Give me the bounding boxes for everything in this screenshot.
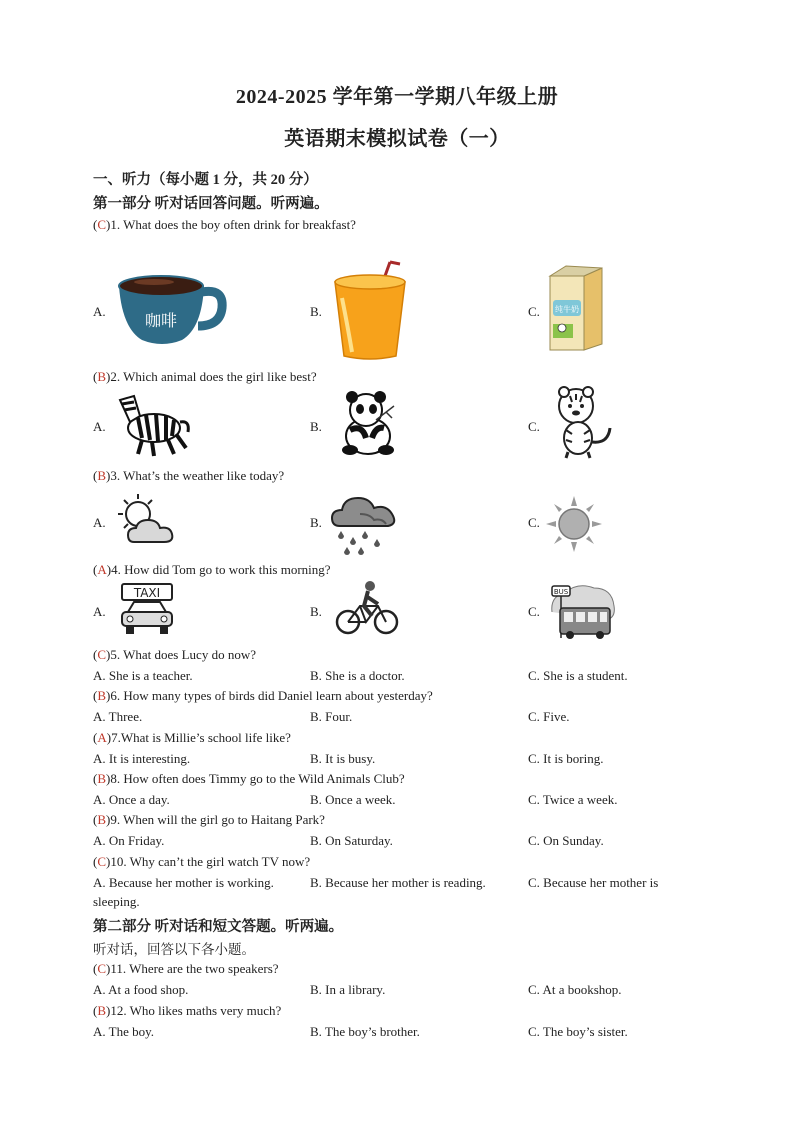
- question-5: (C)5. What does Lucy do now?: [93, 647, 256, 662]
- question-9-text: 9. When will the girl go to Haitang Park?: [110, 812, 325, 827]
- question-7: (A)7.What is Millie’s school life like?: [93, 730, 291, 745]
- q10-option-a: A. Because her mother is working.: [93, 875, 274, 890]
- answer-12: B: [97, 1003, 107, 1018]
- q2-option-a-label: A.: [93, 419, 106, 434]
- partly-cloudy-icon: [114, 492, 180, 550]
- bus-stop-sign-label: BUS: [553, 588, 569, 596]
- q6-option-a: A. Three.: [93, 709, 143, 724]
- answer-9: B: [97, 812, 107, 827]
- q7-option-a: A. It is interesting.: [93, 751, 191, 766]
- q10-option-b: B. Because her mother is reading.: [310, 875, 486, 890]
- orange-juice-icon: [330, 258, 410, 363]
- q9-option-c: C. On Sunday.: [528, 833, 604, 848]
- part1-heading: 第一部分 听对话回答问题。听两遍。: [93, 196, 329, 212]
- question-12: (B)12. Who likes maths very much?: [93, 1003, 282, 1018]
- sun-icon: [546, 496, 602, 552]
- rain-cloud-icon: [330, 490, 400, 556]
- exam-title-line1: 2024-2025 学年第一学期八年级上册: [235, 86, 559, 108]
- q1-option-b-label: B.: [310, 304, 322, 319]
- q4-option-b-label: B.: [310, 604, 322, 619]
- q2-option-c-label: C.: [528, 419, 540, 434]
- q11-option-b: B. In a library.: [310, 982, 386, 997]
- taxi-icon: [118, 582, 176, 638]
- answer-6: B: [97, 688, 107, 703]
- bicycle-icon: [334, 580, 400, 636]
- bus-icon: [546, 582, 618, 642]
- milk-carton-icon: [544, 264, 609, 354]
- part2-heading: 第二部分 听对话和短文答题。听两遍。: [93, 919, 344, 935]
- question-7-text: 7.What is Millie’s school life like?: [111, 730, 291, 745]
- question-2: (B)2. Which animal does the girl like best?: [93, 369, 317, 384]
- q6-option-c: C. Five.: [528, 709, 570, 724]
- answer-10: C: [97, 854, 107, 869]
- q8-option-b: B. Once a week.: [310, 792, 396, 807]
- q4-option-a-label: A.: [93, 604, 106, 619]
- question-1: (C)1. What does the boy often drink for breakfast?: [93, 217, 356, 232]
- zebra-icon: [112, 392, 192, 458]
- q6-option-b: B. Four.: [310, 709, 353, 724]
- question-3-text: 3. What’s the weather like today?: [110, 468, 285, 483]
- q9-option-b: B. On Saturday.: [310, 833, 393, 848]
- answer-4: A: [97, 562, 107, 577]
- taxi-sign-label: TAXI: [133, 586, 161, 600]
- question-4-text: 4. How did Tom go to work this morning?: [111, 562, 331, 577]
- q8-option-a: A. Once a day.: [93, 792, 170, 807]
- q4-option-c-label: C.: [528, 604, 540, 619]
- q10-option-c: C. Because her mother is: [528, 875, 659, 890]
- answer-1: C: [97, 217, 107, 232]
- question-8-text: 8. How often does Timmy go to the Wild Animals Club?: [110, 771, 405, 786]
- coffee-cup-icon: [114, 268, 229, 348]
- q11-option-a: A. At a food shop.: [93, 982, 189, 997]
- q3-option-c-label: C.: [528, 515, 540, 530]
- q5-option-c: C. She is a student.: [528, 668, 628, 683]
- q10-option-c-continued: sleeping.: [93, 894, 140, 909]
- q3-option-b-label: B.: [310, 515, 322, 530]
- q5-option-b: B. She is a doctor.: [310, 668, 405, 683]
- q11-option-c: C. At a bookshop.: [528, 982, 622, 997]
- section-listening-heading: 一、听力（每小题 1 分，共 20 分）: [93, 172, 318, 188]
- answer-7: A: [97, 730, 107, 745]
- question-4: (A)4. How did Tom go to work this morning?: [93, 562, 331, 577]
- q12-option-a: A. The boy.: [93, 1024, 155, 1039]
- q5-option-a: A. She is a teacher.: [93, 668, 193, 683]
- coffee-cup-label: 咖啡: [144, 311, 178, 330]
- question-12-text: 12. Who likes maths very much?: [110, 1003, 282, 1018]
- q1-option-c-label: C.: [528, 304, 540, 319]
- q2-option-b-label: B.: [310, 419, 322, 434]
- q12-option-c: C. The boy’s sister.: [528, 1024, 628, 1039]
- question-6-text: 6. How many types of birds did Daniel learn about yesterday?: [110, 688, 433, 703]
- q7-option-c: C. It is boring.: [528, 751, 604, 766]
- question-3: (B)3. What’s the weather like today?: [93, 468, 285, 483]
- milk-carton-label: 纯牛奶: [555, 305, 579, 314]
- answer-5: C: [97, 647, 107, 662]
- q1-option-a-label: A.: [93, 304, 106, 319]
- question-11-text: 11. Where are the two speakers?: [110, 961, 279, 976]
- question-9: (B)9. When will the girl go to Haitang Park?: [93, 812, 325, 827]
- answer-11: C: [97, 961, 107, 976]
- part2-intro: 听对话，回答以下各小题。: [93, 942, 255, 957]
- q7-option-b: B. It is busy.: [310, 751, 376, 766]
- answer-3: B: [97, 468, 107, 483]
- answer-2: B: [97, 369, 107, 384]
- exam-title-line2: 英语期末模拟试卷（一）: [284, 128, 510, 150]
- q8-option-c: C. Twice a week.: [528, 792, 618, 807]
- tiger-icon: [552, 386, 618, 460]
- q12-option-b: B. The boy’s brother.: [310, 1024, 420, 1039]
- question-10-text: 10. Why can’t the girl watch TV now?: [110, 854, 311, 869]
- question-10: (C)10. Why can’t the girl watch TV now?: [93, 854, 311, 869]
- q9-option-a: A. On Friday.: [93, 833, 165, 848]
- q3-option-a-label: A.: [93, 515, 106, 530]
- question-6: (B)6. How many types of birds did Daniel learn about yesterday?: [93, 688, 433, 703]
- answer-8: B: [97, 771, 107, 786]
- question-8: (B)8. How often does Timmy go to the Wild Animals Club?: [93, 771, 405, 786]
- question-1-text: 1. What does the boy often drink for breakfast?: [110, 217, 356, 232]
- question-5-text: 5. What does Lucy do now?: [110, 647, 256, 662]
- panda-icon: [336, 390, 400, 458]
- question-11: (C)11. Where are the two speakers?: [93, 961, 279, 976]
- question-2-text: 2. Which animal does the girl like best?: [110, 369, 317, 384]
